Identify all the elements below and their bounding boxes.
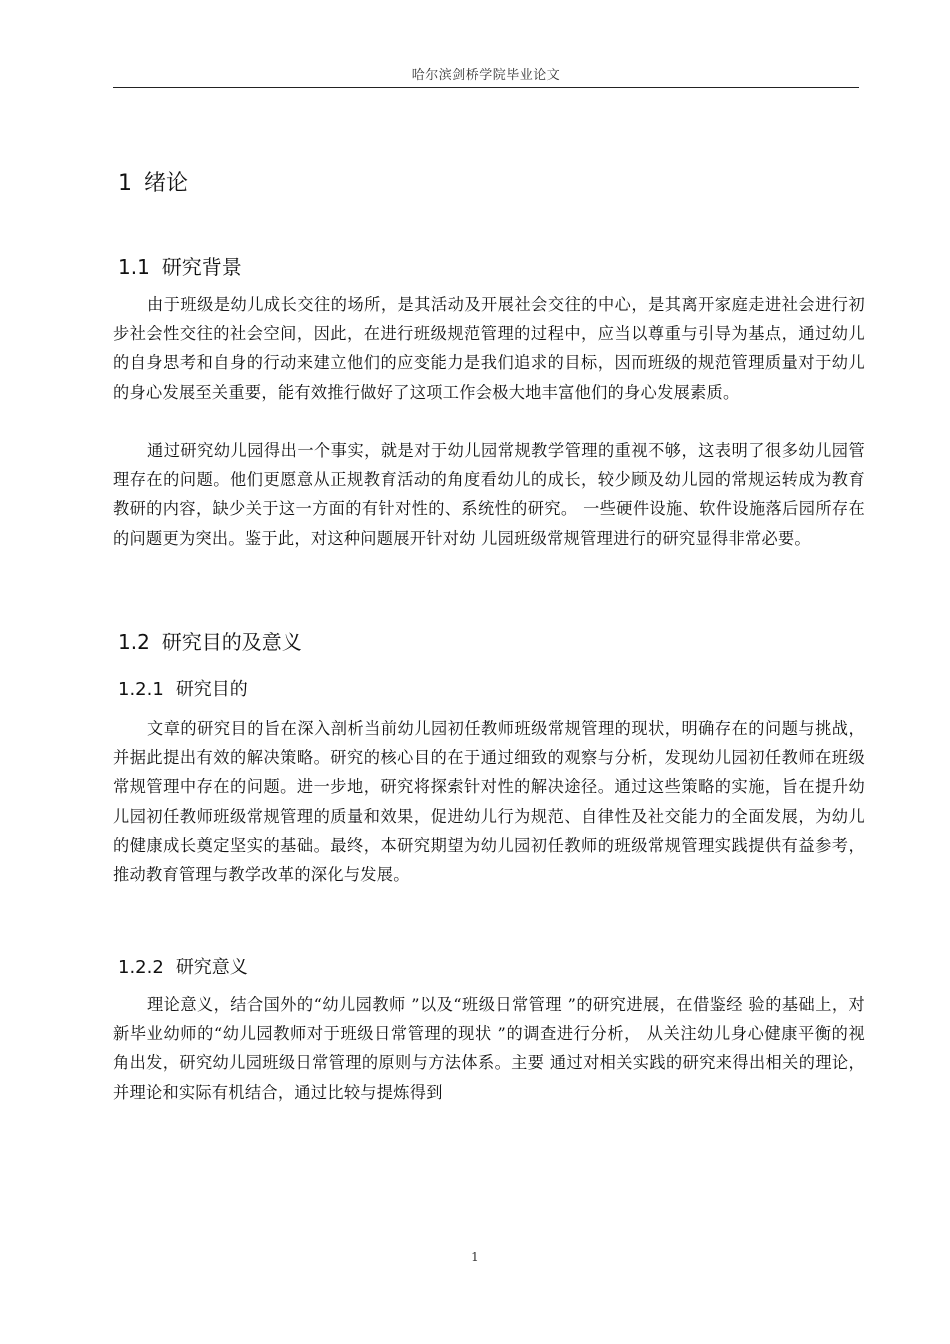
paragraph-background-2: 通过研究幼儿园得出一个事实，就是对于幼儿园常规教学管理的重视不够，这表明了很多幼儿园管理存在的问题。他们更愿意从正规教育活动的角度看幼儿的成长，较少顾及幼儿园的常规运转成为教育教研的内容，缺少关于这一方面的有针对性的、系统性的研究。 一些硬件设施、软件设施落后园所存在的问题更为突出。鉴于此，对这种问题展开针对幼 儿园班级常规管理进行的研究显得非常必要。 (113, 441, 865, 548)
section-title: 研究背景 (161, 255, 242, 279)
subsection-heading-1-2-1 (118, 675, 248, 701)
subsection-number: 1.2.2 (118, 957, 164, 978)
section-number: 1.1 (118, 255, 150, 279)
paragraph-purpose: 文章的研究目的旨在深入剖析当前幼儿园初任教师班级常规管理的现状，明确存在的问题与挑战，并据此提出有效的解决策略。研究的核心目的在于通过细致的观察与分析，发现幼儿园初任教师在班级常规管理中存在的问题。进一步地，研究将探索针对性的解决途径。通过这些策略的实施，旨在提升幼儿园初任教师班级常规管理的质量和效果，促进幼儿行为规范、自律性及社交能力的全面发展，为幼儿的健康成长奠定坚实的基础。最终，本研究期望为幼儿园初任教师的班级常规管理实践提供有益参考，推动教育管理与教学改革的深化与发展。 (113, 719, 865, 885)
section-heading-1-1 (118, 251, 242, 280)
chapter-number: 1 (118, 171, 132, 196)
chapter-title: 绪论 (144, 171, 189, 196)
paragraph-significance: 理论意义，结合国外的“幼儿园教师 ”以及“班级日常管理 ”的研究进展，在借鉴经 验的基础上，对新毕业幼师的“幼儿园教师对于班级日常管理的现状 ”的调查进行分析， 从关注幼儿身心健康平衡的视角出发，研究幼儿园班级日常管理的原则与方法体系。主要 通过对相关实践的研究来得出相关的理论，并理论和实际有机结合，通过比较与提炼得到 (113, 995, 865, 1102)
section-number: 1.2 (118, 630, 150, 654)
subsection-title: 研究目的 (175, 679, 248, 700)
chapter-heading (118, 166, 188, 197)
paragraph-background-1: 由于班级是幼儿成长交往的场所，是其活动及开展社会交往的中心，是其离开家庭走进社会进行初步社会性交往的社会空间，因此，在进行班级规范管理的过程中，应当以尊重与引导为基点，通过幼儿的自身思考和自身的行动来建立他们的应变能力是我们追求的目标，因而班级的规范管理质量对于幼儿的身心发展至关重要，能有效推行做好了这项工作会极大地丰富他们的身心发展素质。 (113, 295, 865, 402)
header-rule (113, 87, 859, 88)
section-heading-1-2 (118, 626, 302, 655)
subsection-heading-1-2-2 (118, 953, 248, 979)
subsection-number: 1.2.1 (118, 679, 164, 700)
subsection-title: 研究意义 (175, 957, 248, 978)
section-title: 研究目的及意义 (161, 630, 302, 654)
page-number: 1 (471, 1250, 479, 1264)
running-header: 哈尔滨剑桥学院毕业论文 (411, 68, 561, 83)
